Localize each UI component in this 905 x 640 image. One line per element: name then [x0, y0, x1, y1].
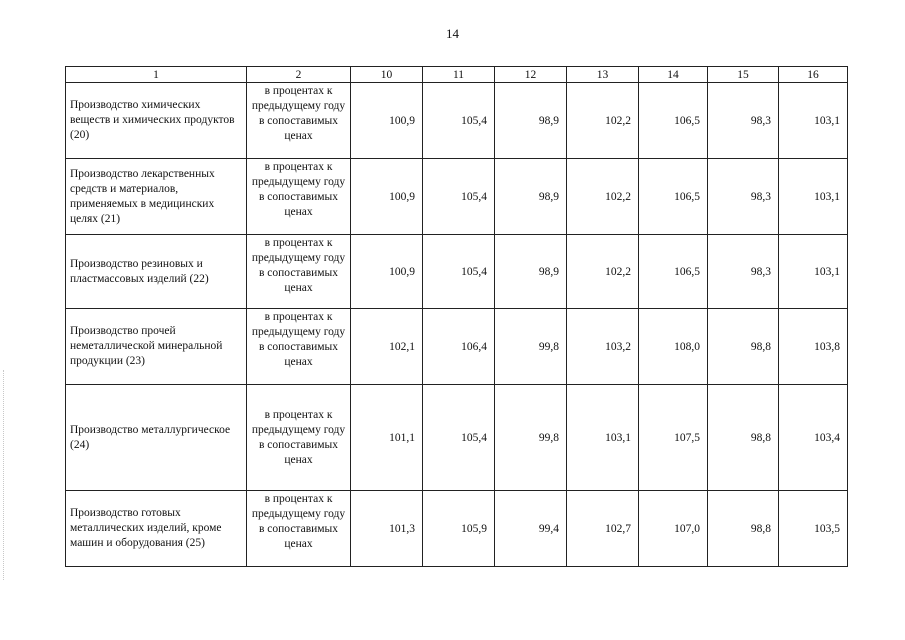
column-header: 2 [247, 67, 351, 83]
unit-cell: в процентах к предыдущему году в сопоставимых ценах [247, 385, 351, 491]
unit-cell: в процентах к предыдущему году в сопоставимых ценах [247, 491, 351, 567]
value-cell: 103,1 [779, 159, 848, 235]
value-cell: 103,1 [567, 385, 639, 491]
value-cell: 102,2 [567, 83, 639, 159]
table-row [66, 491, 848, 567]
value-cell: 103,5 [779, 491, 848, 567]
value-cell: 98,3 [708, 235, 779, 309]
value-cell: 99,8 [495, 385, 567, 491]
value-cell: 98,8 [708, 309, 779, 385]
value-cell: 100,9 [351, 159, 423, 235]
value-cell: 106,5 [639, 83, 708, 159]
industry-name-cell: Производство готовых металлических изделий, кроме машин и оборудования (25) [66, 491, 247, 567]
column-header: 14 [639, 67, 708, 83]
value-cell: 98,9 [495, 235, 567, 309]
header-row [66, 67, 848, 83]
value-cell: 102,2 [567, 235, 639, 309]
unit-cell: в процентах к предыдущему году в сопоставимых ценах [247, 309, 351, 385]
value-cell: 102,7 [567, 491, 639, 567]
column-header: 13 [567, 67, 639, 83]
value-cell: 103,4 [779, 385, 848, 491]
value-cell: 106,5 [639, 159, 708, 235]
value-cell: 102,1 [351, 309, 423, 385]
value-cell: 105,9 [423, 491, 495, 567]
column-header: 12 [495, 67, 567, 83]
value-cell: 105,4 [423, 83, 495, 159]
value-cell: 107,5 [639, 385, 708, 491]
table-row [66, 309, 848, 385]
table-row [66, 83, 848, 159]
value-cell: 98,3 [708, 159, 779, 235]
value-cell: 101,3 [351, 491, 423, 567]
unit-cell: в процентах к предыдущему году в сопоставимых ценах [247, 235, 351, 309]
value-cell: 100,9 [351, 235, 423, 309]
value-cell: 99,4 [495, 491, 567, 567]
table-row [66, 159, 848, 235]
value-cell: 105,4 [423, 159, 495, 235]
page-number: 14 [446, 26, 459, 41]
value-cell: 103,8 [779, 309, 848, 385]
industry-name-cell: Производство металлургическое (24) [66, 385, 247, 491]
value-cell: 98,9 [495, 159, 567, 235]
value-cell: 98,8 [708, 385, 779, 491]
unit-cell: в процентах к предыдущему году в сопоставимых ценах [247, 159, 351, 235]
value-cell: 98,9 [495, 83, 567, 159]
industry-name-cell: Производство прочей неметаллической минеральной продукции (23) [66, 309, 247, 385]
value-cell: 100,9 [351, 83, 423, 159]
value-cell: 107,0 [639, 491, 708, 567]
column-header: 1 [66, 67, 247, 83]
data-table [65, 66, 848, 567]
column-header: 15 [708, 67, 779, 83]
industry-name-cell: Производство резиновых и пластмассовых изделий (22) [66, 235, 247, 309]
value-cell: 106,5 [639, 235, 708, 309]
value-cell: 99,8 [495, 309, 567, 385]
scan-edge-marks [3, 370, 6, 580]
value-cell: 103,2 [567, 309, 639, 385]
column-header: 11 [423, 67, 495, 83]
value-cell: 108,0 [639, 309, 708, 385]
unit-cell: в процентах к предыдущему году в сопоставимых ценах [247, 83, 351, 159]
value-cell: 103,1 [779, 235, 848, 309]
value-cell: 103,1 [779, 83, 848, 159]
column-header: 16 [779, 67, 848, 83]
value-cell: 105,4 [423, 385, 495, 491]
value-cell: 98,8 [708, 491, 779, 567]
value-cell: 102,2 [567, 159, 639, 235]
value-cell: 105,4 [423, 235, 495, 309]
value-cell: 106,4 [423, 309, 495, 385]
value-cell: 98,3 [708, 83, 779, 159]
value-cell: 101,1 [351, 385, 423, 491]
column-header: 10 [351, 67, 423, 83]
table-row [66, 385, 848, 491]
table-row [66, 235, 848, 309]
industry-name-cell: Производство химических веществ и химических продуктов (20) [66, 83, 247, 159]
industry-name-cell: Производство лекарственных средств и материалов, применяемых в медицинских целях (21) [66, 159, 247, 235]
